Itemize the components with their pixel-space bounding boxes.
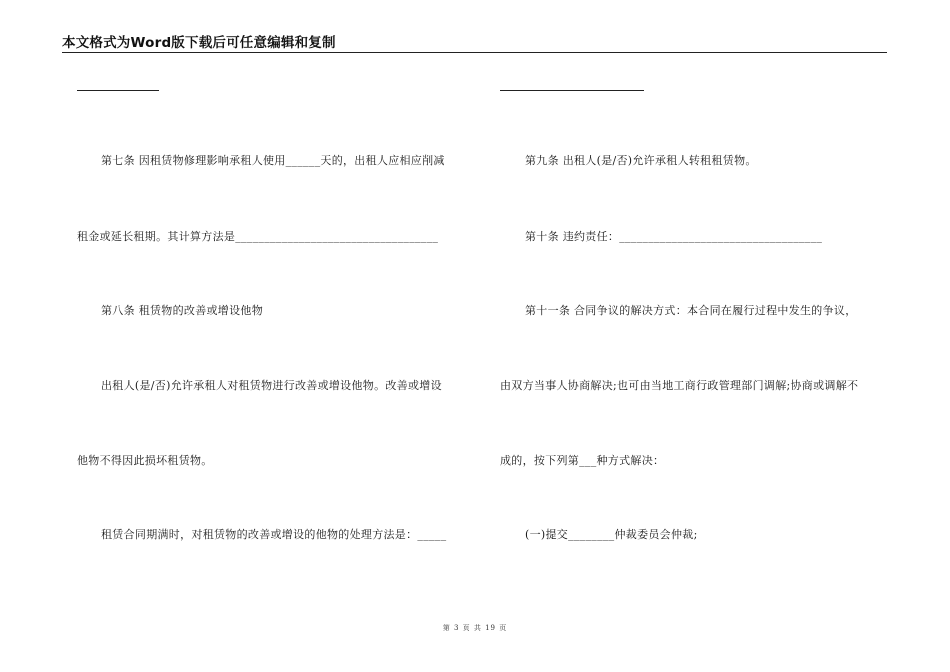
header-title: 本文格式为Word版下载后可任意编辑和复制: [62, 35, 336, 51]
article-11-option-1: (一)提交________仲裁委员会仲裁;: [525, 528, 698, 541]
article-11-line-3: 成的，按下列第___种方式解决：: [500, 454, 665, 467]
article-8-heading: 第八条 租赁物的改善或增设他物: [101, 304, 263, 317]
article-8-line-2: 他物不得因此损坏租赁物。: [77, 454, 213, 467]
article-7-line-2: 租金或延长租期。其计算方法是___________________________________: [77, 230, 439, 243]
article-7-line-1: 第七条 因租赁物修理影响承租人使用______天的，出租人应相应削减: [101, 154, 445, 167]
article-10-line: 第十条 违约责任：___________________________________: [525, 230, 823, 243]
article-11-line-2: 由双方当事人协商解决;也可由当地工商行政管理部门调解;协商或调解不: [500, 379, 859, 392]
page-number-footer: 第 3 页 共 19 页: [442, 624, 508, 632]
right-column-top-rule: [500, 90, 644, 91]
article-9-line: 第九条 出租人(是/否)允许承租人转租租赁物。: [525, 154, 757, 167]
article-8-line-1: 出租人(是/否)允许承租人对租赁物进行改善或增设他物。改善或增设: [101, 379, 442, 392]
page-header: [62, 35, 887, 53]
article-11-line-1: 第十一条 合同争议的解决方式：本合同在履行过程中发生的争议，: [525, 304, 857, 317]
article-8-line-3: 租赁合同期满时，对租赁物的改善或增设的他物的处理方法是：_____: [101, 528, 447, 541]
left-column-top-rule: [77, 90, 159, 91]
